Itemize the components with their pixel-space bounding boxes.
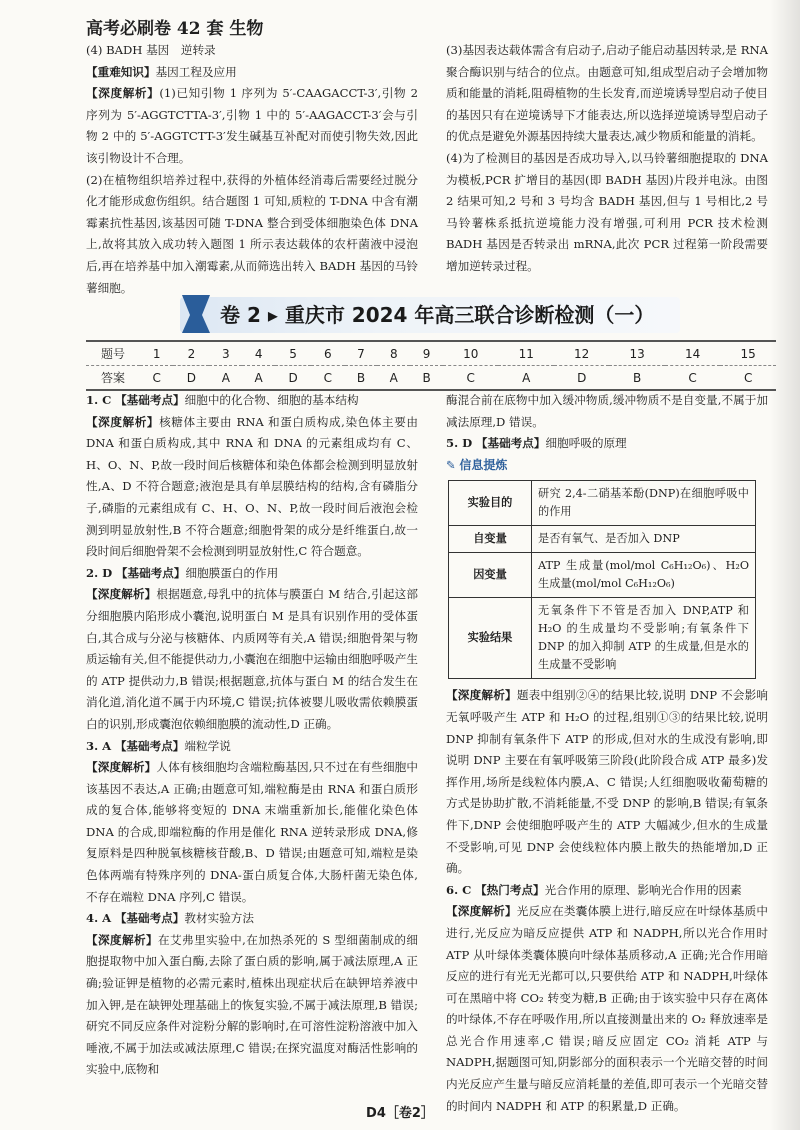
bottom-left-column [86,390,418,1081]
question-heading: 5. D 【基础考点】细胞呼吸的原理 [446,436,627,451]
question-number: 7 [345,341,378,366]
answer-cell: C [665,366,720,391]
table-row [449,526,756,553]
answer-cell: C [311,366,344,391]
question-heading: 1. C 【基础考点】细胞中的化合物、细胞的基本结构 [86,393,359,407]
question-number: 2 [173,341,209,366]
answer-cell: C [443,366,498,391]
question-number: 9 [410,341,443,366]
table-row [86,341,776,366]
info-key: 实验目的 [449,481,532,526]
question-heading: 3. A 【基础考点】端粒学说 [86,738,231,753]
exam-banner [180,293,680,337]
table-header-cell: 答案 [86,366,140,391]
paragraph: (3)基因表达载体需含有启动子,启动子能启动基因转录,是 RNA 聚合酶识别与结合的位点。由题意可知,组成型启动子会增加物质和能量的消耗,阻碍植物的生长发育,而逆境诱导型启动子使目的基因只有在逆境诱导下才能表达,所以选择逆境诱导型启动子的优点是避免外源基因持续大量表达,减少物质和能量的消耗。 [446,43,768,144]
answer-table [86,340,776,391]
banner-title: 卷 2 ▸ 重庆市 2024 年高三联合诊断检测（一） [220,303,655,327]
bottom-right-column [446,390,768,1117]
info-label: 信息提炼 [459,457,508,472]
question-number: 14 [665,341,720,366]
paragraph: 【深度解析】题表中组别②④的结果比较,说明 DNP 不会影响无氧呼吸产生 ATP 和 H₂O 的过程,组别①③的结果比较,说明 DNP 抑制有氧条件下 ATP 的形成,但对水的生成没有影响,即说明 DNP 主要在有氧呼吸第三阶段(此阶段合成 ATP 最多)发挥作用,场所是线粒体内膜,A、C 错误;人红细胞吸收葡萄糖的方式是协助扩散,不消耗能量,不受 DNP 的影响,B 错误;有氧条件下,DNP 会使细胞呼吸产生的 ATP 大幅减少,但水的生成量不受影响,可见 DNP 会使线粒体内膜上散失的热能增加,D 正确。 [446,688,768,876]
answer-cell: D [275,366,311,391]
answer-cell: A [377,366,410,391]
info-key: 自变量 [449,526,532,553]
paragraph: (4)为了检测目的基因是否成功导入,以马铃薯细胞提取的 DNA 为模板,PCR 扩增目的基因(即 BADH 基因)片段并电泳。由图 2 结果可知,2 号和 3 号均含 BADH 基因,但与 1 号相比,2 号马铃薯株系抵抗逆境能力没有增强,可利用 PCR 技术检测 BADH 基因是否转录出 mRNA,此次 PCR 过程第一阶段需要增加逆转录过程。 [446,150,768,273]
question-number: 3 [209,341,242,366]
ribbon-icon [178,293,214,335]
answer-cell: A [498,366,553,391]
info-value: 是否有氧气、是否加入 DNP [532,526,756,553]
table-row [449,598,756,679]
answer-cell: D [554,366,609,391]
answer-cell: D [173,366,209,391]
answer-cell: A [209,366,242,391]
info-table [448,480,756,679]
answer-cell: B [410,366,443,391]
answer-cell: C [140,366,173,391]
info-key: 实验结果 [449,598,532,679]
question-number: 15 [720,341,776,366]
table-row [449,481,756,526]
paragraph: 【深度解析】(1)已知引物 1 序列为 5′-CAAGACCT-3′,引物 2 序列为 5′-AGGTCTTA-3′,引物 1 中的 5′-AAGACCT-3′会与引物 2 中的 5′-AGGTCTT-3′发生碱基互补配对而使引物失效,因此该引物设计不合理。 [86,86,418,165]
paragraph: (2)在植物组织培养过程中,获得的外植体经消毒后需要经过脱分化才能形成愈伤组织。结合题图 1 可知,质粒的 T-DNA 中含有潮霉素抗性基因,该基因可随 T-DNA 整合到受体细胞染色体 DNA 上,故将其放入成功转入题图 1 所示表达载体的农杆菌液中浸泡后,再在培养基中加入潮霉素,从而筛选出转入 BADH 基因的马铃薯细胞。 [86,172,418,295]
top-right-column [446,40,768,278]
answer-cell: C [720,366,776,391]
question-number: 11 [498,341,553,366]
question-number: 10 [443,341,498,366]
paragraph: 【深度解析】人体有核细胞均含端粒酶基因,只不过在有些细胞中该基因不表达,A 正确;由题意可知,端粒酶是由 RNA 和蛋白质形成的复合体,能够将变短的 DNA 末端重新加长,能催化染色体 DNA 的合成,即端粒酶的作用是催化 RNA 逆转录形成 DNA,修复原料是四种脱氧核糖核苷酸,B、D 错误;由题意可知,端粒是染色体两端有特殊序列的 DNA-蛋白质复合体,大肠杆菌无染色体,不存在端粒 DNA 序列,C 错误。 [86,760,418,904]
paragraph: 【深度解析】在艾弗里实验中,在加热杀死的 S 型细菌制成的细胞提取物中加入蛋白酶,去除了蛋白质的影响,属于减法原理,A 正确;验证钾是植物的必需元素时,植株出现症状后在缺钾培养液中加入钾,是在缺钾处理基础上的恢复实验,不属于减法原理,B 错误;研究不同反应条件对淀粉分解的影响时,在可溶性淀粉溶液中加入唾液,不属于加法或减法原理,C 错误;在探究温度对酶活性影响的实验中,底物和 [86,932,418,1077]
question-heading: 6. C 【热门考点】光合作用的原理、影响光合作用的因素 [446,882,742,897]
info-value: 研究 2,4-二硝基苯酚(DNP)在细胞呼吸中的作用 [532,481,756,526]
paragraph: 【深度解析】根据题意,母乳中的抗体与膜蛋白 M 结合,引起这部分细胞膜内陷形成小囊泡,说明蛋白 M 是具有识别作用的受体蛋白,其合成与分泌与核糖体、内质网等有关,A 错误;细胞骨架与物质运输有关,但不能提供动力,小囊泡在细胞中运输由细胞呼吸产生的 ATP 提供动力,B 错误;根据题意,抗体与蛋白 M 的结合发生在消化道,消化道不属于内环境,C 错误;抗体被婴儿吸收需依赖膜蛋白的识别,形成囊泡依赖细胞膜的流动性,D 正确。 [86,587,418,731]
paragraph: 酶混合前在底物中加入缓冲物质,缓冲物质不是自变量,不属于加减法原理,D 错误。 [446,393,768,429]
page-edge-shadow [770,0,800,1130]
paragraph: 【深度解析】光反应在类囊体膜上进行,暗反应在叶绿体基质中进行,光反应为暗反应提供 ATP 和 NADPH,所以光合作用时 ATP 从叶绿体类囊体膜向叶绿体基质移动,A 正确;光合作用暗反应的进行有光无光都可以,只要供给 ATP 和 NADPH,叶绿体可在黑暗中将 CO₂ 转变为糖,B 正确;由于该实验中只存在离体的叶绿体,不存在呼吸作用,所以直接测量出来的 O₂ 释放速率是总光合作用速率,C 错误;暗反应固定 CO₂ 消耗 ATP 与 NADPH,据题图可知,阴影部分的面积表示一个光暗交替的时间内光反应产生量与暗反应消耗量的差值,即可表示一个光暗交替的时间内 NADPH 和 ATP 的积累量,D 正确。 [446,904,768,1113]
question-number: 4 [242,341,275,366]
info-key: 因变量 [449,553,532,598]
table-row [86,366,776,391]
table-header-cell: 题号 [86,341,140,366]
question-number: 5 [275,341,311,366]
question-number: 1 [140,341,173,366]
running-header: 高考必刷卷 42 套 生物 [86,19,264,39]
pencil-icon: ✎ [446,457,456,472]
info-box [446,455,768,680]
question-number: 8 [377,341,410,366]
top-left-column [86,40,418,299]
answer-cell: A [242,366,275,391]
page-footer: D4［卷2］ [366,1106,434,1121]
question-number: 12 [554,341,609,366]
info-value: ATP 生成量(mol/mol C₆H₁₂O₆)、H₂O 生成量(mol/mol C₆H₁₂O₆) [532,553,756,598]
answer-cell: B [345,366,378,391]
table-row [449,553,756,598]
question-heading: 2. D 【基础考点】细胞膜蛋白的作用 [86,565,279,580]
question-number: 13 [609,341,664,366]
info-value: 无氧条件下不管是否加入 DNP,ATP 和 H₂O 的生成量均不受影响;有氧条件下 DNP 的加入抑制 ATP 的生成量,但是水的生成量不受影响 [532,598,756,679]
question-number: 6 [311,341,344,366]
question-heading: 4. A 【基础考点】教材实验方法 [86,911,254,926]
paragraph: 【深度解析】核糖体主要由 RNA 和蛋白质构成,染色体主要由 DNA 和蛋白质构成,其中 RNA 和 DNA 的元素组成均有 C、H、O、N、P,故一段时间后核糖体和染色体都会检测到明显放射性,A、D 不符合题意;液泡是具有单层膜结构的结构,含有磷脂分子,磷脂的元素组成有 C、H、O、N、P,故一段时间后液泡会检测到明显放射性,B 不符合题意;细胞骨架的成分是纤维蛋白,故一段时间后细胞骨架不会检测到明显放射性,C 符合题意。 [86,414,418,559]
paragraph: 【重难知识】基因工程及应用 [86,64,237,79]
answer-cell: B [609,366,664,391]
paragraph: (4) BADH 基因 逆转录 [86,43,216,57]
